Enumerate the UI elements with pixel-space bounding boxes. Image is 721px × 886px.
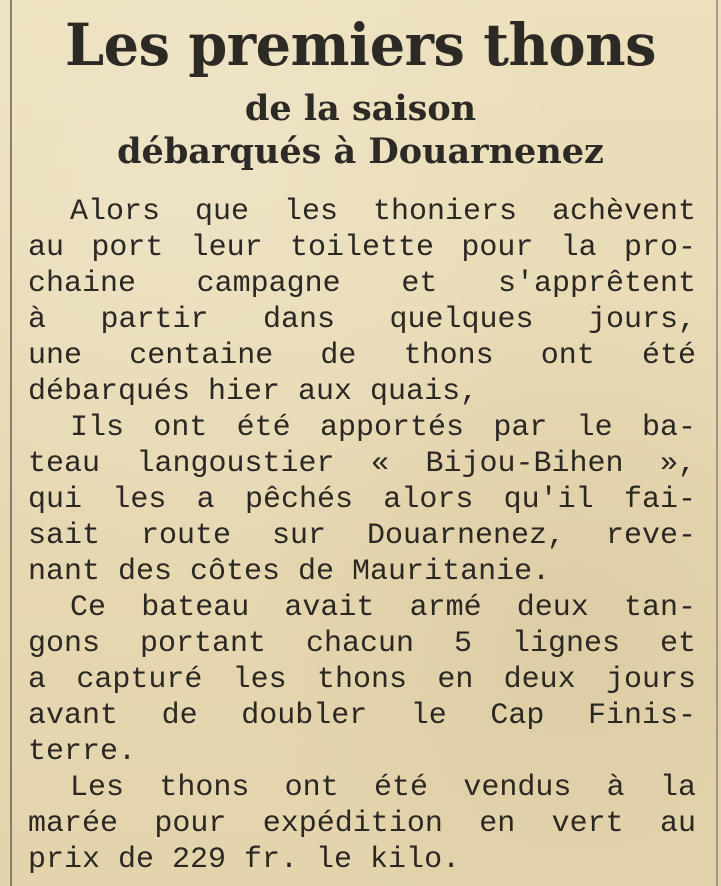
body-line-9: qui les a pêchés alors qu'il fai-	[28, 483, 696, 517]
body-line-2: au port leur toilette pour la pro-	[28, 231, 696, 265]
body-line-7: Ils ont été apportés par le ba-	[70, 411, 696, 445]
body-line-12: Ce bateau avait armé deux tan-	[70, 591, 696, 625]
body-line-6: débarqués hier aux quais,	[28, 375, 479, 409]
body-line-3: chaine campagne et s'apprêtent	[28, 267, 696, 301]
body-line-17: Les thons ont été vendus à la	[70, 771, 696, 805]
body-line-4: à partir dans quelques jours,	[28, 303, 696, 337]
article-title: Les premiers thons	[64, 11, 657, 79]
article-subtitle-line-2: débarqués à Douarnenez	[117, 131, 604, 172]
body-line-19: prix de 229 fr. le kilo.	[28, 843, 461, 877]
body-line-10: sait route sur Douarnenez, reve-	[28, 519, 696, 553]
body-line-1: Alors que les thoniers achèvent	[70, 195, 696, 229]
body-line-13: gons portant chacun 5 lignes et	[28, 627, 696, 661]
body-line-15: avant de doubler le Cap Finis-	[28, 699, 696, 733]
body-line-16: terre.	[28, 735, 137, 769]
article-body	[28, 194, 696, 878]
body-line-5: une centaine de thons ont été	[28, 339, 696, 373]
article-subtitle-line-1: de la saison	[244, 88, 477, 129]
body-line-8: teau langoustier « Bijou-Bihen »,	[28, 447, 696, 481]
body-line-11: nant des côtes de Mauritanie.	[28, 555, 551, 589]
body-line-14: a capturé les thons en deux jours	[28, 663, 696, 697]
body-line-18: marée pour expédition en vert au	[28, 807, 696, 841]
